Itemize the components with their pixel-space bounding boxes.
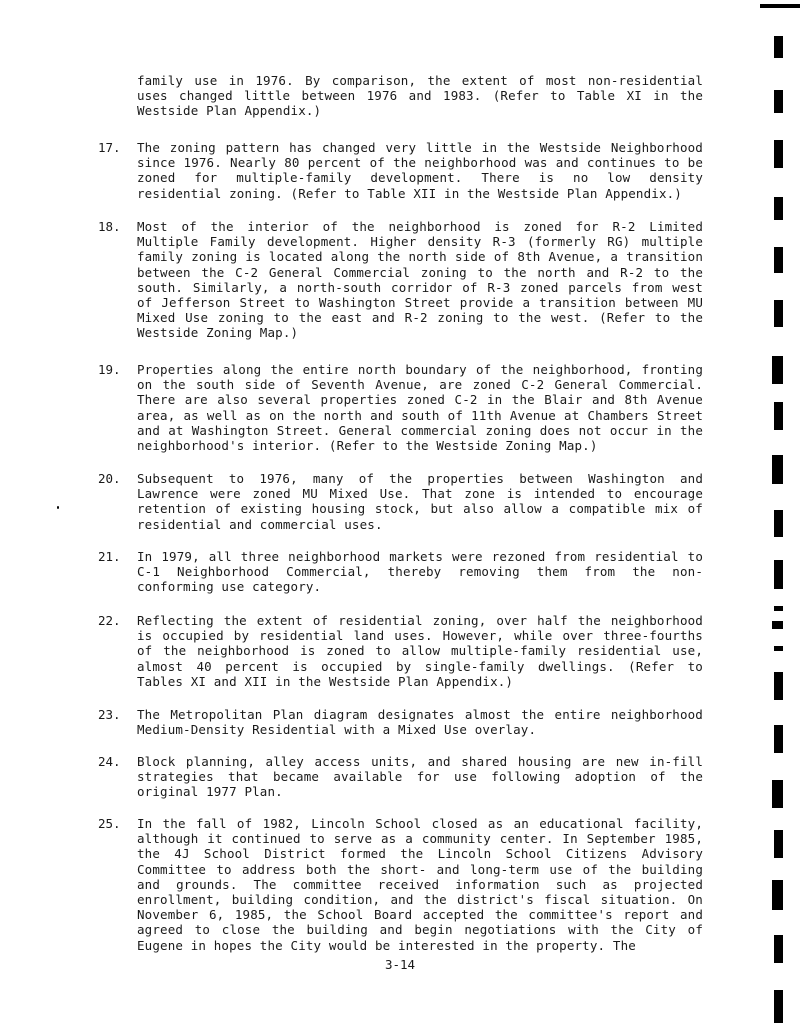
item-text: In 1979, all three neighborhood markets were rezoned from residential to C-1 Neighborhood Commercial, thereby removing them from the non-conforming use category. — [137, 549, 703, 595]
item-text: The Metropolitan Plan diagram designates almost the entire neighborhood Medium-Density Residential with a Mixed Use overlay. — [137, 707, 703, 738]
item-number: 17. — [98, 140, 121, 155]
scan-edge-mark — [774, 606, 783, 611]
item-text: Subsequent to 1976, many of the properties between Washington and Lawrence were zoned MU Mixed Use. That zone is intended to encourage retention of existing housing stock, but also allow a compatible mix of residential and commercial uses. — [137, 471, 703, 532]
scan-edge-mark — [774, 830, 783, 858]
scan-edge-mark — [774, 935, 783, 963]
scan-edge-mark — [774, 646, 783, 651]
item-number: 25. — [98, 816, 121, 831]
item-text: Block planning, alley access units, and shared housing are new in-fill strategies that became available for use following adoption of the original 1977 Plan. — [137, 754, 703, 800]
scan-edge-mark — [774, 560, 783, 589]
scan-edge-mark — [774, 247, 783, 273]
scan-edge-mark — [772, 880, 783, 910]
scan-edge-mark — [774, 510, 783, 537]
item-text: The zoning pattern has changed very little in the Westside Neighborhood since 1976. Nearly 80 percent of the neighborhood was and continues to be zoned for multiple-family development. There is no low density residential zoning. (Refer to Table XII in the Westside Plan Appendix.) — [137, 140, 703, 201]
item-text: Most of the interior of the neighborhood is zoned for R-2 Limited Multiple Family development. Higher density R-3 (formerly RG) multiple family zoning is located along the north side of 8th Avenue, a transition between the C-2 General Commercial zoning to the north and R-2 to the south. Similarly, a north-south corridor of R-3 zoned parcels from west of Jefferson Street to Washington Street provide a transition between MU Mixed Use zoning to the east and R-2 zoning to the west. (Refer to the Westside Zoning Map.) — [137, 219, 703, 341]
scan-edge-mark — [774, 36, 783, 58]
item-number: 20. — [98, 471, 121, 486]
scan-edge-mark — [772, 455, 783, 484]
scan-edge-mark — [774, 725, 783, 753]
item-text: In the fall of 1982, Lincoln School closed as an educational facility, although it continued to serve as a community center. In September 1985, the 4J School District formed the Lincoln School Citizens Advisory Committee to address both the short- and long-term use of the building and grounds. The committee received information such as projected enrollment, building condition, and the district's fiscal situation. On November 6, 1985, the School Board accepted the committee's report and agreed to close the building and begin negotiations with the City of Eugene in hopes the City would be interested in the property. The — [137, 816, 703, 953]
scan-edge-mark — [772, 621, 783, 629]
page-number: 3-14 — [384, 957, 416, 972]
intro-paragraph: family use in 1976. By comparison, the extent of most non-residential uses changed little between 1976 and 1983. (Refer to Table XI in the Westside Plan Appendix.) — [137, 73, 703, 119]
scan-edge-mark — [774, 140, 783, 168]
item-number: 21. — [98, 549, 121, 564]
scan-edge-mark — [760, 4, 800, 8]
item-text: Properties along the entire north boundary of the neighborhood, fronting on the south side of Seventh Avenue, are zoned C-2 General Commercial. There are also several properties zoned C-2 in the Blair and 8th Avenue area, as well as on the north and south of 11th Avenue at Chambers Street and at Washington Street. General commercial zoning does not occur in the neighborhood's interior. (Refer to the Westside Zoning Map.) — [137, 362, 703, 454]
item-number: 24. — [98, 754, 121, 769]
scan-edge-mark — [774, 672, 783, 700]
item-text: Reflecting the extent of residential zoning, over half the neighborhood is occupied by residential land uses. However, while over three-fourths of the neighborhood is zoned to allow multiple-family residential use, almost 40 percent is occupied by single-family dwellings. (Refer to Tables XI and XII in the Westside Plan Appendix.) — [137, 613, 703, 689]
item-number: 23. — [98, 707, 121, 722]
scan-edge-mark — [772, 356, 783, 384]
scan-edge-mark — [774, 990, 783, 1023]
scan-edge-mark — [774, 90, 783, 113]
item-number: 18. — [98, 219, 121, 234]
scan-edge-mark — [774, 197, 783, 220]
scan-edge-mark — [772, 780, 783, 808]
item-number: 19. — [98, 362, 121, 377]
scan-edge-mark — [774, 300, 783, 327]
scan-speck — [57, 506, 59, 509]
scan-edge-mark — [774, 402, 783, 430]
item-number: 22. — [98, 613, 121, 628]
